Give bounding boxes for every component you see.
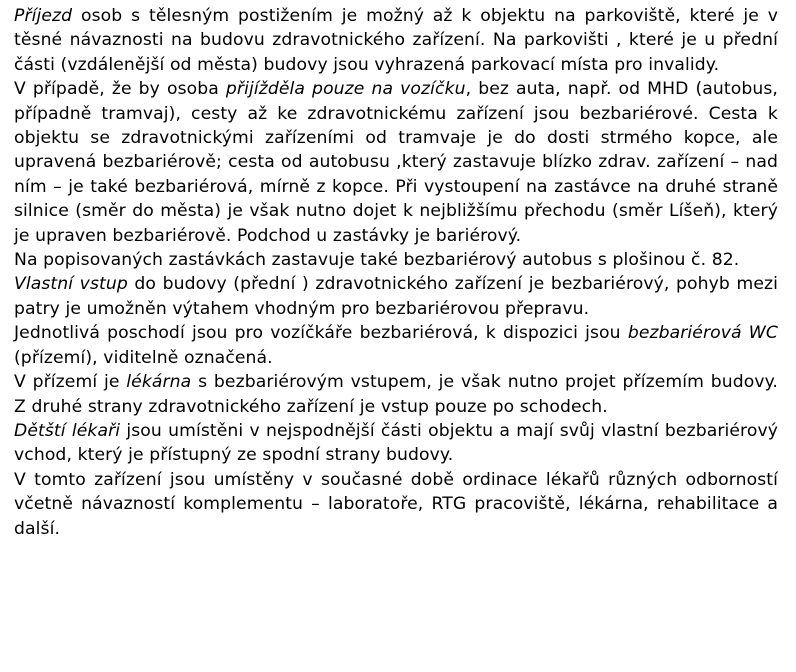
- arrival-term: Příjezd: [14, 6, 73, 26]
- pharmacy-term: lékárna: [126, 372, 192, 393]
- pharmacy-text-lead: V přízemí je: [14, 372, 127, 393]
- paragraph-facility-overview: [14, 468, 778, 541]
- entrance-text: do budovy (přední ) zdravotnického zařízení je bezbariérový, pohyb mezi patry je umožněn výtahem vhodným pro bezbariérovou přepravu.: [14, 274, 779, 319]
- paragraph-floors: [14, 321, 778, 370]
- wc-term: bezbariérová WC: [627, 323, 778, 344]
- wheelchair-text: , bez auta, např. od MHD (autobus, případně tramvaj), cesty až ke zdravotnickému zařízení jsou bezbariérové. Cesta k objektu se zdravotnickými zařízeními od tramvaje je do dosti strmého kopce, ale upravená bezbariérově; cesta od autobusu ,který zastavuje blízko zdrav. zařízení – nad ním – je také bezbariérová, mírně z kopce. Při vystoupení na zastávce na druhé straně silnice (směr do města) je však nutno dojet k nejbližšímu přechodu (směr Líšeň), který je upraven bezbariérově. Podchod u zastávky je bariérový.: [14, 79, 778, 246]
- paragraph-bus-stops: [14, 248, 778, 272]
- paragraph-arrival: [14, 4, 778, 77]
- pediatricians-term: Dětští lékaři: [14, 420, 121, 441]
- wheelchair-text-lead: V případě, že by osoba: [14, 79, 226, 100]
- arrival-text: osob s tělesným postižením je možný až k objektu na parkoviště, které je v těsné návaznosti na budovu zdravotnického zařízení. Na parkovišti , které je u přední části (vzdálenější od města) budovy jsou vyhrazená parkovací místa pro invalidy.: [14, 6, 778, 75]
- pharmacy-text: s bezbariérovým vstupem, je však nutno projet přízemím budovy. Z druhé strany zdravotnického zařízení je vstup pouze po schodech.: [14, 372, 778, 417]
- paragraph-entrance: [14, 272, 778, 321]
- bus-stops-text: Na popisovaných zastávkách zastavuje také bezbariérový autobus s plošinou č. 82.: [14, 250, 740, 271]
- paragraph-pediatricians: [14, 419, 778, 468]
- entrance-term: Vlastní vstup: [14, 274, 128, 295]
- paragraph-wheelchair-access: [14, 77, 778, 248]
- floors-text: (přízemí), viditelně označená.: [14, 347, 273, 368]
- pediatricians-text: jsou umístěni v nejspodnější části objektu a mají svůj vlastní bezbariérový vchod, který je přístupný ze spodní strany budovy.: [14, 420, 778, 466]
- facility-overview-text: V tomto zařízení jsou umístěny v současné době ordinace lékařů různých odborností včetně návazností komplementu – laboratoře, RTG pracoviště, lékárna, rehabilitace a další.: [14, 469, 778, 539]
- paragraph-pharmacy: [14, 370, 778, 419]
- wheelchair-term: přijížděla pouze na vozíčku: [225, 79, 466, 100]
- floors-text-lead: Jednotlivá poschodí jsou pro vozíčkáře bezbariérová, k dispozici jsou: [14, 323, 628, 344]
